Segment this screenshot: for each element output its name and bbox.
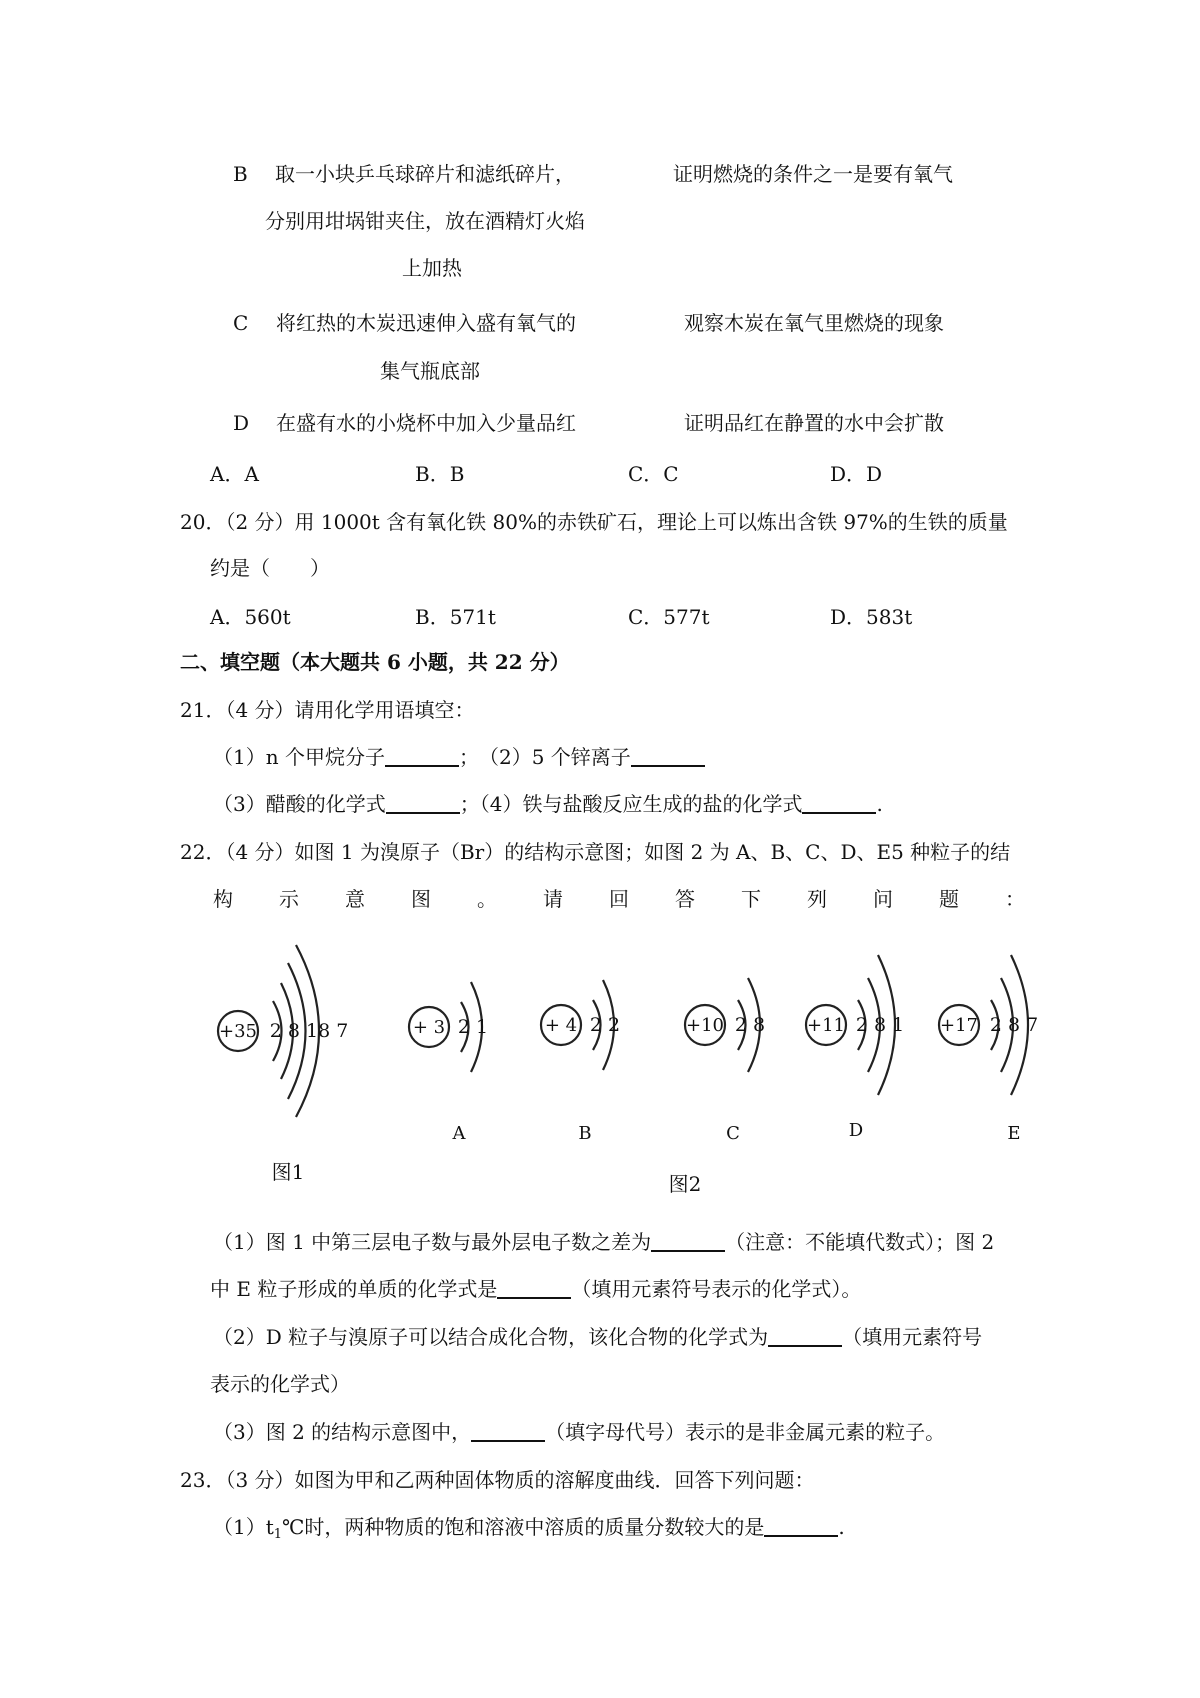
particle-e-label: E <box>1007 1123 1021 1144</box>
particle-a-nucleus: + 3 <box>412 1017 446 1038</box>
q19-option-d: D．D <box>830 462 883 486</box>
q19-row-b-letter: B <box>233 162 248 186</box>
q22-sub3 <box>213 1422 945 1442</box>
q22-sub3-text-a: （3）图 2 的结构示意图中， <box>213 1420 472 1444</box>
q22-char: ： <box>1005 887 1025 911</box>
answer-blank[interactable] <box>768 1329 842 1347</box>
q22-char: 。 <box>477 887 497 911</box>
q19-row-d-purpose: 证明品红在静置的水中会扩散 <box>684 411 944 435</box>
particle-e-electrons: 2 8 7 <box>989 1014 1039 1036</box>
q22-char: 示 <box>279 887 299 911</box>
q23-part1-subscript: 1 <box>273 1527 283 1542</box>
bromine-electrons: 2 8 18 7 <box>269 1020 349 1042</box>
q22-char: 构 <box>213 887 233 911</box>
q22-char: 图 <box>411 887 431 911</box>
q19-row-b-purpose: 证明燃烧的条件之一是要有氧气 <box>673 162 953 186</box>
q19-row-b-operation-2: 分别用坩埚钳夹住，放在酒精灯火焰 <box>265 209 585 233</box>
q23-part1-prefix: （1）t <box>213 1515 274 1539</box>
particle-e-diagram <box>939 955 1028 1095</box>
q22-char: 答 <box>675 887 695 911</box>
q22-char: 题 <box>939 887 959 911</box>
particle-c-label: C <box>726 1123 740 1144</box>
q22-sub1-line1 <box>213 1232 994 1252</box>
q22-sub1-text-d: （填用元素符号表示的化学式）。 <box>571 1277 862 1301</box>
particle-e-nucleus: +17 <box>940 1015 978 1036</box>
q19-row-d-letter: D <box>233 411 250 435</box>
q20-option-b: B．571t <box>415 605 496 629</box>
q23-part1 <box>213 1517 845 1541</box>
q19-row-c-operation-2: 集气瓶底部 <box>380 359 480 383</box>
figure-2-caption: 图2 <box>668 1172 702 1196</box>
q22-char: 回 <box>609 887 629 911</box>
answer-blank[interactable] <box>386 796 460 814</box>
q22-sub1-line2 <box>210 1279 861 1299</box>
particle-c-nucleus: +10 <box>686 1015 724 1036</box>
particle-c-diagram <box>685 978 760 1072</box>
answer-blank[interactable] <box>764 1519 838 1537</box>
q22-char: 问 <box>873 887 893 911</box>
particle-d-label: D <box>848 1120 864 1141</box>
q21-part4: ；（4）铁与盐酸反应生成的盐的化学式 <box>459 792 803 816</box>
q22-sub2-line1 <box>213 1327 982 1347</box>
q19-row-b-operation-1: 取一小块乒乓球碎片和滤纸碎片， <box>275 162 575 186</box>
q22-sub2-text-a: （2）D 粒子与溴原子可以结合成化合物，该化合物的化学式为 <box>213 1325 769 1349</box>
answer-blank[interactable] <box>631 749 705 767</box>
q23-stem: 23．（3 分）如图为甲和乙两种固体物质的溶解度曲线．回答下列问题： <box>180 1468 815 1492</box>
answer-blank[interactable] <box>802 796 876 814</box>
particle-b-nucleus: + 4 <box>544 1015 578 1036</box>
q21-stem: 21．（4 分）请用化学用语填空： <box>180 698 475 722</box>
particle-d-electrons: 2 8 1 <box>855 1014 905 1036</box>
particle-b-electrons: 2 2 <box>589 1014 621 1036</box>
answer-blank[interactable] <box>471 1424 545 1442</box>
answer-blank[interactable] <box>497 1281 571 1299</box>
q22-sub1-text-a: （1）图 1 中第三层电子数与最外层电子数之差为 <box>213 1230 652 1254</box>
q22-sub3-text-b: （填字母代号）表示的是非金属元素的粒子。 <box>545 1420 946 1444</box>
q21-line1 <box>213 747 705 767</box>
q20-stem-line2: 约是（ ） <box>210 556 330 580</box>
q22-char: 意 <box>345 887 365 911</box>
q21-part1: （1）n 个甲烷分子 <box>213 745 385 769</box>
q22-sub1-text-b: （注意：不能填代数式）；图 2 <box>725 1230 995 1254</box>
q22-stem-line1: 22．（4 分）如图 1 为溴原子（Br）的结构示意图；如图 2 为 A、B、C、D、E5 种粒子的结 <box>180 840 1011 864</box>
q22-stem-line2 <box>213 889 1025 909</box>
q20-option-c: C．577t <box>628 605 710 629</box>
particle-a-label: A <box>452 1123 466 1144</box>
q20-option-d: D．583t <box>830 605 913 629</box>
q22-char: 列 <box>807 887 827 911</box>
section-title: 二、填空题（本大题共 6 小题，共 22 分） <box>180 650 570 674</box>
q23-part1-text: ℃时，两种物质的饱和溶液中溶质的质量分数较大的是 <box>282 1515 765 1539</box>
q19-row-c-letter: C <box>233 311 249 335</box>
q19-option-b: B．B <box>415 462 465 486</box>
answer-blank[interactable] <box>651 1234 725 1252</box>
q22-sub2-line2: 表示的化学式） <box>210 1372 350 1396</box>
q20-option-a: A．560t <box>210 605 291 629</box>
q21-line2 <box>213 794 883 814</box>
q22-sub2-text-b: （填用元素符号 <box>842 1325 983 1349</box>
answer-blank[interactable] <box>385 749 459 767</box>
particle-c-electrons: 2 8 <box>734 1014 766 1036</box>
figure-1-caption: 图1 <box>271 1160 305 1184</box>
bromine-nucleus: +35 <box>219 1021 257 1042</box>
particle-a-diagram <box>409 982 482 1072</box>
q19-row-d-operation-1: 在盛有水的小烧杯中加入少量品红 <box>276 411 576 435</box>
q19-option-a: A．A <box>210 462 259 486</box>
q21-part2: ； （2）5 个锌离子 <box>458 745 631 769</box>
particle-b-diagram <box>541 980 614 1070</box>
particle-d-nucleus: +11 <box>807 1015 845 1036</box>
q22-sub1-text-c: 中 E 粒子形成的单质的化学式是 <box>210 1277 498 1301</box>
q22-char: 下 <box>741 887 761 911</box>
q19-row-c-operation-1: 将红热的木炭迅速伸入盛有氧气的 <box>276 311 576 335</box>
q20-stem-line1: 20．（2 分）用 1000t 含有氧化铁 80%的赤铁矿石，理论上可以炼出含铁 97%的生铁的质量 <box>180 510 1008 534</box>
q23-part1-end: . <box>838 1515 845 1539</box>
particle-a-electrons: 2 1 <box>457 1016 489 1038</box>
q19-row-b-operation-3: 上加热 <box>402 256 462 280</box>
q19-row-c-purpose: 观察木炭在氧气里燃烧的现象 <box>684 311 944 335</box>
q21-end: . <box>876 792 883 816</box>
q19-option-c: C．C <box>628 462 679 486</box>
particle-b-label: B <box>578 1123 592 1144</box>
q21-part3: （3）醋酸的化学式 <box>213 792 386 816</box>
q22-char: 请 <box>543 887 563 911</box>
particle-d-diagram <box>806 955 895 1095</box>
bromine-atom-diagram <box>218 945 319 1117</box>
